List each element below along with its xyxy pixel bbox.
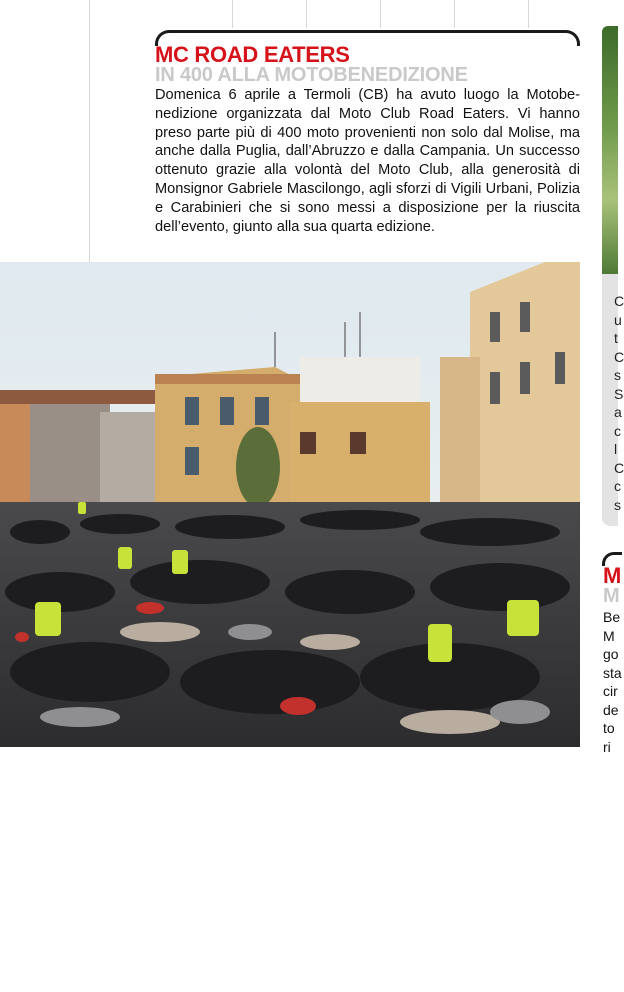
photo-watermark: SUPERBIKE.it	[40, 974, 157, 991]
side-caption-text: C u t C s S a c l C c s	[614, 293, 624, 513]
article-subhead: IN 400 ALLA MOTOBENEDIZIONE	[155, 64, 468, 86]
side-body-text: Be M go sta cir de to ri	[603, 609, 622, 755]
side-caption-box	[602, 274, 624, 526]
column-rule	[380, 0, 381, 28]
column-rule	[454, 0, 455, 28]
photo-illustration	[0, 262, 580, 747]
column-rule	[89, 0, 90, 262]
side-headline: M	[603, 563, 622, 588]
side-subhead: M	[603, 585, 620, 607]
column-rule	[306, 0, 307, 28]
side-photo	[602, 26, 618, 274]
column-rule	[232, 0, 233, 28]
article-kicker: MC ROAD EATERS	[155, 42, 350, 67]
article-body: Domenica 6 aprile a Termoli (CB) ha avuto luogo la Motobenedizione organizzata dal Moto Club Road Eaters. Vi hanno preso parte più di 400 moto provenienti non solo dal Molise, ma anche dalla Puglia, dall’Abruzzo e dalla Campania. Un successo ottenuto grazie alla volontà del Moto Club, alla generosità di Monsignor Gabriele Mascilongo, agli sforzi di Vigili Urbani, Polizia e Carabinieri che si sono messi a disposizione per la riuscita dell’evento, giunto alla sua quarta edizione.	[155, 87, 580, 235]
column-rule	[528, 0, 529, 28]
article-photo	[0, 262, 580, 991]
